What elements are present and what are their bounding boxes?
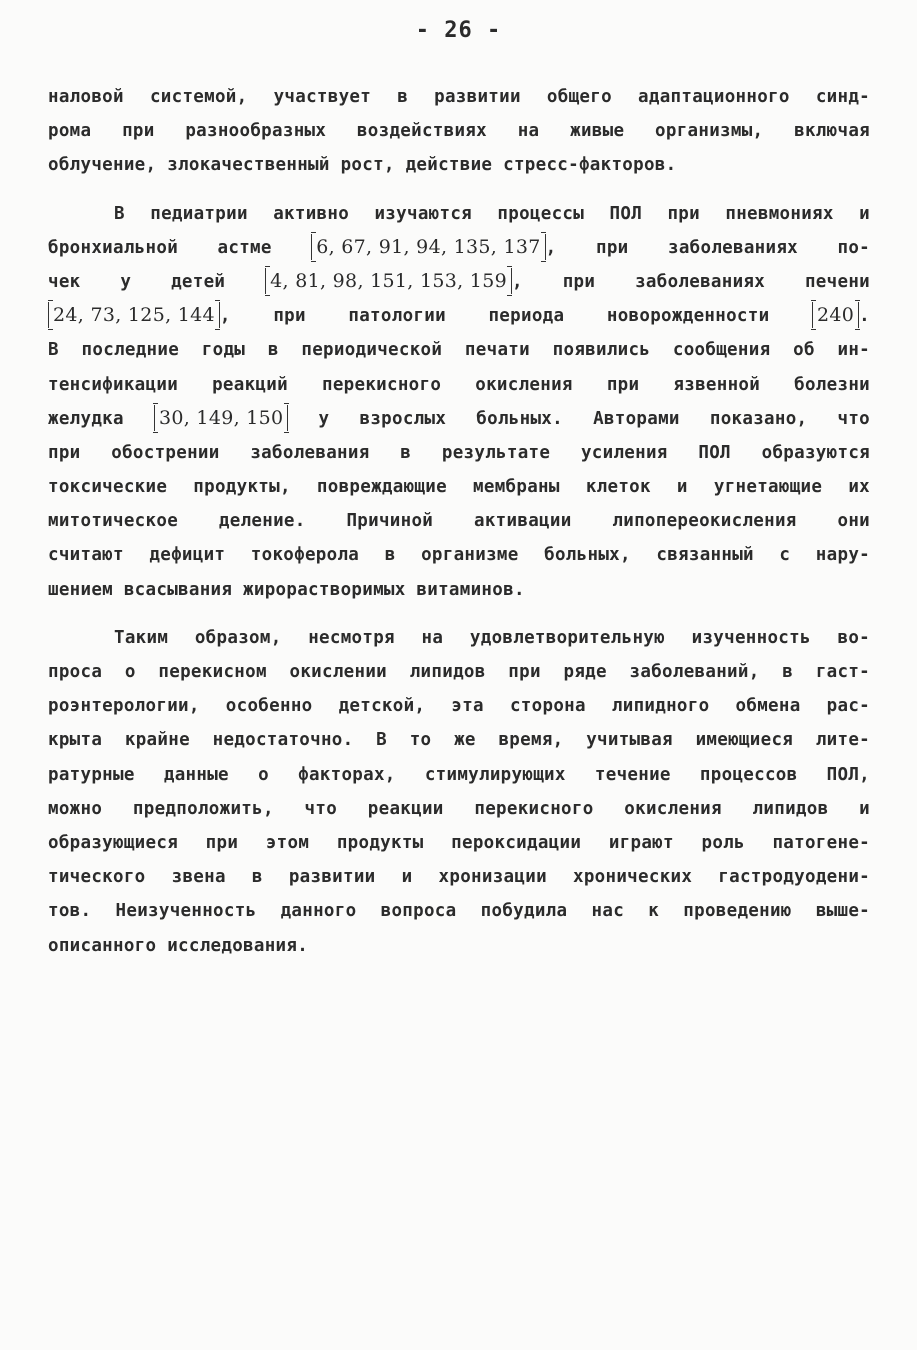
- text-line: рома при разнообразных воздействиях на живые организмы, включая: [48, 121, 870, 142]
- citation-reference: 24, 73, 125, 144: [48, 302, 220, 328]
- citation-reference: 6, 67, 91, 94, 135, 137: [311, 234, 545, 260]
- text-run: бронхиальной астме: [48, 237, 312, 258]
- text-run: , при заболеваниях печени: [511, 271, 870, 292]
- text-line: тического звена в развитии и хронизации хронических гастродуодени-: [48, 867, 870, 888]
- text-run: .: [859, 306, 870, 327]
- paragraph-1: [48, 80, 870, 183]
- citation-reference: 4, 81, 98, 151, 153, 159: [265, 268, 512, 294]
- text-line: роэнтерологии, особенно детской, эта сторона липидного обмена рас-: [48, 696, 870, 717]
- text-line: [48, 197, 870, 231]
- text-line: Таким образом, несмотря на удовлетворительную изученность во-: [114, 627, 870, 648]
- text-run: желудка: [48, 408, 154, 429]
- text-line: проса о перекисном окислении липидов при ряде заболеваний, в гаст-: [48, 662, 870, 682]
- text-line: [48, 368, 870, 402]
- text-line: [48, 538, 870, 572]
- text-run: считают дефицит токоферола в организме больных, связанный с нару-: [48, 545, 870, 566]
- text-line: [48, 231, 870, 265]
- text-line: [48, 470, 870, 504]
- text-run: у взрослых больных. Авторами показано, что: [288, 408, 870, 429]
- paragraph-2: [48, 197, 870, 607]
- page-number: - 26 -: [415, 18, 502, 43]
- text-line: [48, 573, 870, 607]
- text-run: , при патологии периода новорожденности: [219, 306, 812, 327]
- text-line: [48, 333, 870, 367]
- text-line: [48, 402, 870, 436]
- text-line: облучение, злокачественный рост, действие стресс-факторов.: [48, 155, 677, 176]
- body-text: [48, 80, 870, 963]
- text-line: [48, 265, 870, 299]
- text-line: ратурные данные о факторах, стимулирующих течение процессов ПОЛ,: [48, 764, 870, 785]
- text-line: тов. Неизученность данного вопроса побудила нас к проведению выше-: [48, 901, 870, 922]
- text-run: , при заболеваниях по-: [545, 237, 870, 258]
- text-run: митотическое деление. Причиной активации липопереокисления они: [48, 511, 870, 532]
- text-line: [48, 299, 870, 333]
- text-line: образующиеся при этом продукты пероксидации играют роль патогене-: [48, 832, 870, 853]
- text-run: В педиатрии активно изучаются процессы ПОЛ при пневмониях и: [114, 203, 870, 224]
- text-run: при обострении заболевания в результате усиления ПОЛ образуются: [48, 442, 870, 463]
- text-line: можно предположить, что реакции перекисного окисления липидов и: [48, 798, 870, 819]
- text-run: тенсификации реакций перекисного окисления при язвенной болезни: [48, 374, 870, 395]
- text-line: наловой системой, участвует в развитии общего адаптационного синд-: [48, 87, 870, 107]
- paragraph-3: [48, 621, 870, 963]
- text-line: описанного исследования.: [48, 935, 309, 956]
- text-run: чек у детей: [48, 271, 266, 292]
- citation-reference: 240: [812, 302, 859, 328]
- text-run: токсические продукты, повреждающие мембраны клеток и угнетающие их: [48, 477, 870, 498]
- citation-reference: 30, 149, 150: [154, 405, 288, 431]
- text-line: [48, 504, 870, 538]
- text-line: крыта крайне недостаточно. В то же время, учитывая имеющиеся лите-: [48, 730, 870, 751]
- text-run: шением всасывания жирорастворимых витаминов.: [48, 579, 525, 600]
- text-run: В последние годы в периодической печати появились сообщения об ин-: [48, 340, 870, 361]
- text-line: [48, 436, 870, 470]
